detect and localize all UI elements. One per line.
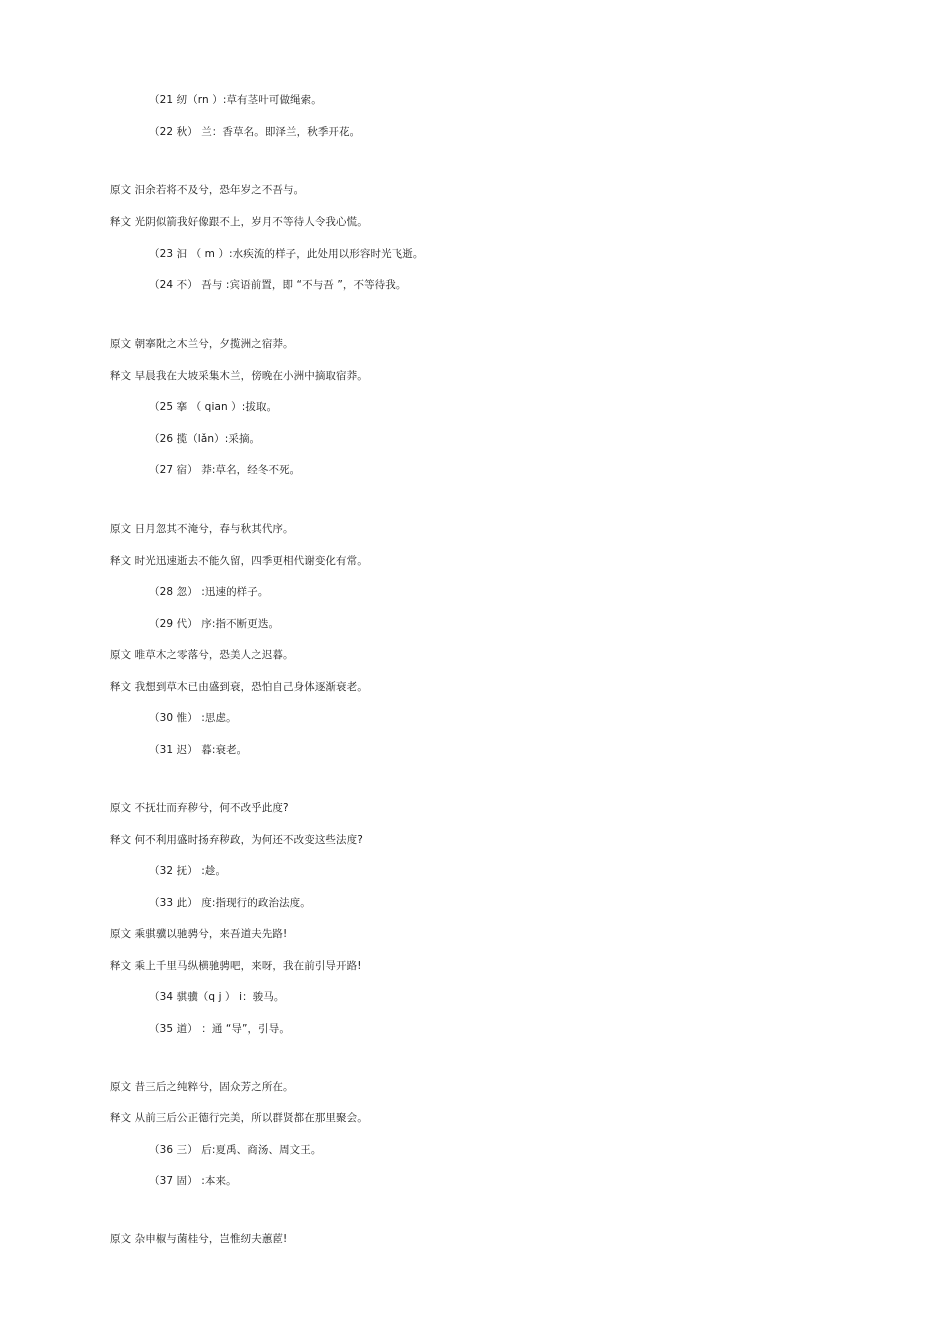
annotation-line: （23 汩 （ m ）:水疾流的样子，此处用以形容时光飞逝。 xyxy=(149,248,424,260)
original-text-line: 原文 昔三后之纯粹兮，固众芳之所在。 xyxy=(110,1081,294,1093)
annotation-line: （33 此） 度:指现行的政治法度。 xyxy=(149,897,311,909)
translation-line: 释文 早晨我在大坡采集木兰，傍晚在小洲中摘取宿莽。 xyxy=(110,370,368,382)
annotation-line: （36 三） 后:夏禹、商汤、周文王。 xyxy=(149,1144,322,1156)
annotation-line: （24 不） 吾与 :宾语前置，即 “不与吾 ”，不等待我。 xyxy=(149,279,407,291)
annotation-line: （32 抚） :趁。 xyxy=(149,865,227,877)
original-text-line: 原文 不抚壮而弃秽兮，何不改乎此度? xyxy=(110,802,289,814)
annotation-line: （22 秋） 兰：香草名。即泽兰，秋季开花。 xyxy=(149,126,361,138)
annotation-line: （25 搴 （ qian ）:拔取。 xyxy=(149,401,278,413)
original-text-line: 原文 朝搴阰之木兰兮，夕揽洲之宿莽。 xyxy=(110,338,294,350)
original-text-line: 原文 乘骐骥以驰骋兮，来吾道夫先路! xyxy=(110,928,288,940)
annotation-line: （31 迟） 暮:衰老。 xyxy=(149,744,248,756)
translation-line: 释文 光阴似箭我好像跟不上，岁月不等待人令我心慌。 xyxy=(110,216,368,228)
annotation-line: （35 道） ：通 “导”，引导。 xyxy=(149,1023,290,1035)
annotation-line: （37 固） :本来。 xyxy=(149,1175,237,1187)
annotation-line: （27 宿） 莽:草名，经冬不死。 xyxy=(149,464,301,476)
annotation-line: （34 骐骥（q j ） i：骏马。 xyxy=(149,991,285,1003)
translation-line: 释文 乘上千里马纵横驰骋吧，来呀，我在前引导开路! xyxy=(110,960,362,972)
translation-line: 释文 何不利用盛时扬弃秽政，为何还不改变这些法度? xyxy=(110,834,363,846)
annotation-line: （21 纫（rn ）:草有茎叶可做绳索。 xyxy=(149,94,322,106)
annotation-line: （26 揽（lǎn）:采摘。 xyxy=(149,433,261,445)
translation-line: 释文 从前三后公正德行完美，所以群贤都在那里聚会。 xyxy=(110,1112,368,1124)
annotation-line: （29 代） 序:指不断更迭。 xyxy=(149,618,280,630)
translation-line: 释文 我想到草木已由盛到衰，恐怕自己身体逐渐衰老。 xyxy=(110,681,368,693)
original-text-line: 原文 汨余若将不及兮，恐年岁之不吾与。 xyxy=(110,184,305,196)
original-text-line: 原文 杂申椒与菌桂兮，岂惟纫夫蕙茝! xyxy=(110,1233,288,1245)
original-text-line: 原文 日月忽其不淹兮，春与秋其代序。 xyxy=(110,523,294,535)
annotation-line: （30 惟） :思虑。 xyxy=(149,712,237,724)
translation-line: 释文 时光迅速逝去不能久留，四季更相代谢变化有常。 xyxy=(110,555,368,567)
original-text-line: 原文 唯草木之零落兮，恐美人之迟暮。 xyxy=(110,649,294,661)
annotation-line: （28 忽） :迅速的样子。 xyxy=(149,586,269,598)
